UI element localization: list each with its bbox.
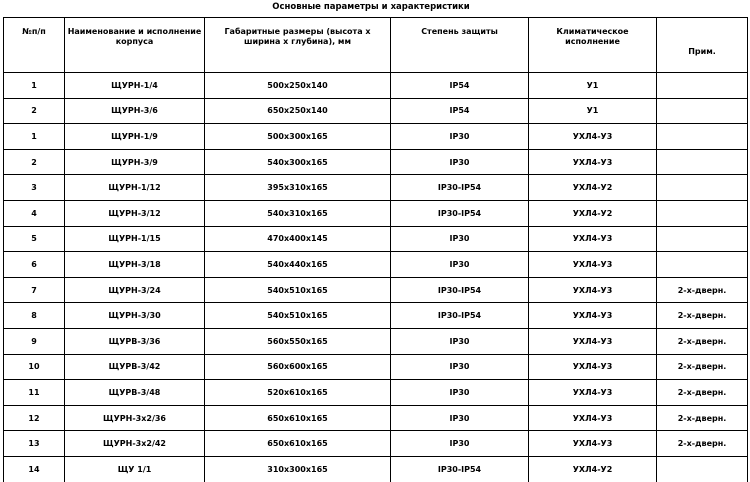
row-number-cell: 10 [4, 354, 65, 380]
protection-cell: IP30-IP54 [391, 277, 529, 303]
table-row [4, 226, 748, 252]
dimensions-cell: 540x510x165 [205, 303, 391, 329]
climate-cell: УХЛ4-У3 [529, 354, 657, 380]
row-number-cell: 12 [4, 405, 65, 431]
col-header-name: Наименование и исполнение корпуса [65, 18, 205, 73]
dimensions-cell: 540x510x165 [205, 277, 391, 303]
climate-cell: У1 [529, 73, 657, 99]
protection-cell: IP30 [391, 124, 529, 150]
name-cell: ЩУРН-3/12 [65, 200, 205, 226]
dimensions-cell: 395x310x165 [205, 175, 391, 201]
name-cell: ЩУРН-3x2/42 [65, 431, 205, 457]
row-number-cell: 5 [4, 226, 65, 252]
table-row [4, 328, 748, 354]
row-number-cell: 7 [4, 277, 65, 303]
name-cell: ЩУРВ-3/36 [65, 328, 205, 354]
protection-cell: IP30 [391, 252, 529, 278]
table-row [4, 200, 748, 226]
climate-cell: УХЛ4-У3 [529, 226, 657, 252]
climate-cell: У1 [529, 98, 657, 124]
table-row [4, 98, 748, 124]
climate-cell: УХЛ4-У3 [529, 149, 657, 175]
dimensions-cell: 560x600x165 [205, 354, 391, 380]
protection-cell: IP30 [391, 226, 529, 252]
table-row [4, 456, 748, 481]
col-header-protection: Степень защиты [391, 18, 529, 73]
climate-cell: УХЛ4-У2 [529, 456, 657, 481]
table-row [4, 380, 748, 406]
dimensions-cell: 540x310x165 [205, 200, 391, 226]
row-number-cell: 3 [4, 175, 65, 201]
table-title: Основные параметры и характеристики [272, 2, 470, 12]
name-cell: ЩУРН-1/9 [65, 124, 205, 150]
dimensions-cell: 650x610x165 [205, 431, 391, 457]
name-cell: ЩУРВ-3/48 [65, 380, 205, 406]
climate-cell: УХЛ4-У3 [529, 380, 657, 406]
row-number-cell: 2 [4, 98, 65, 124]
climate-cell: УХЛ4-У3 [529, 303, 657, 329]
climate-cell: УХЛ4-У3 [529, 328, 657, 354]
note-cell [657, 175, 748, 201]
dimensions-cell: 310x300x165 [205, 456, 391, 481]
col-header-note: Прим. [657, 18, 748, 73]
climate-cell: УХЛ4-У3 [529, 252, 657, 278]
dimensions-cell: 470x400x145 [205, 226, 391, 252]
climate-cell: УХЛ4-У3 [529, 405, 657, 431]
protection-cell: IP30 [391, 431, 529, 457]
note-cell [657, 73, 748, 99]
col-header-climate: Климатическое исполнение [529, 18, 657, 73]
climate-cell: УХЛ4-У3 [529, 277, 657, 303]
parameters-table [3, 17, 748, 482]
col-header-number: №п/п [4, 18, 65, 73]
protection-cell: IP30 [391, 149, 529, 175]
col-header-dimensions: Габаритные размеры (высота х ширина х глубина), мм [205, 18, 391, 73]
climate-cell: УХЛ4-У3 [529, 124, 657, 150]
note-cell: 2-х-дверн. [657, 354, 748, 380]
protection-cell: IP30 [391, 405, 529, 431]
protection-cell: IP30-IP54 [391, 303, 529, 329]
note-cell: 2-х-дверн. [657, 380, 748, 406]
protection-cell: IP30-IP54 [391, 200, 529, 226]
header-row [4, 18, 748, 73]
row-number-cell: 6 [4, 252, 65, 278]
dimensions-cell: 560x550x165 [205, 328, 391, 354]
protection-cell: IP30 [391, 354, 529, 380]
table-row [4, 405, 748, 431]
table-row [4, 124, 748, 150]
note-cell [657, 226, 748, 252]
note-cell [657, 149, 748, 175]
climate-cell: УХЛ4-У2 [529, 200, 657, 226]
dimensions-cell: 540x440x165 [205, 252, 391, 278]
note-cell [657, 98, 748, 124]
table-row [4, 252, 748, 278]
note-cell: 2-х-дверн. [657, 431, 748, 457]
note-cell: 2-х-дверн. [657, 328, 748, 354]
row-number-cell: 11 [4, 380, 65, 406]
name-cell: ЩУ 1/1 [65, 456, 205, 481]
name-cell: ЩУРН-3/6 [65, 98, 205, 124]
protection-cell: IP30 [391, 380, 529, 406]
name-cell: ЩУРН-1/4 [65, 73, 205, 99]
climate-cell: УХЛ4-У3 [529, 431, 657, 457]
row-number-cell: 4 [4, 200, 65, 226]
note-cell [657, 456, 748, 481]
row-number-cell: 1 [4, 124, 65, 150]
dimensions-cell: 540x300x165 [205, 149, 391, 175]
row-number-cell: 8 [4, 303, 65, 329]
note-cell: 2-х-дверн. [657, 405, 748, 431]
protection-cell: IP30-IP54 [391, 456, 529, 481]
name-cell: ЩУРН-1/15 [65, 226, 205, 252]
note-cell [657, 200, 748, 226]
table-row [4, 149, 748, 175]
name-cell: ЩУРВ-3/42 [65, 354, 205, 380]
note-cell: 2-х-дверн. [657, 303, 748, 329]
table-row [4, 354, 748, 380]
climate-cell: УХЛ4-У2 [529, 175, 657, 201]
table-row [4, 303, 748, 329]
name-cell: ЩУРН-3x2/36 [65, 405, 205, 431]
row-number-cell: 2 [4, 149, 65, 175]
name-cell: ЩУРН-1/12 [65, 175, 205, 201]
table-row [4, 73, 748, 99]
row-number-cell: 14 [4, 456, 65, 481]
table-row [4, 431, 748, 457]
note-cell [657, 124, 748, 150]
note-cell: 2-х-дверн. [657, 277, 748, 303]
protection-cell: IP54 [391, 98, 529, 124]
protection-cell: IP30 [391, 328, 529, 354]
table-row [4, 175, 748, 201]
row-number-cell: 13 [4, 431, 65, 457]
name-cell: ЩУРН-3/9 [65, 149, 205, 175]
protection-cell: IP30-IP54 [391, 175, 529, 201]
dimensions-cell: 500x250x140 [205, 73, 391, 99]
row-number-cell: 9 [4, 328, 65, 354]
name-cell: ЩУРН-3/24 [65, 277, 205, 303]
dimensions-cell: 500x300x165 [205, 124, 391, 150]
name-cell: ЩУРН-3/30 [65, 303, 205, 329]
protection-cell: IP54 [391, 73, 529, 99]
dimensions-cell: 520x610x165 [205, 380, 391, 406]
row-number-cell: 1 [4, 73, 65, 99]
table-row [4, 277, 748, 303]
dimensions-cell: 650x250x140 [205, 98, 391, 124]
dimensions-cell: 650x610x165 [205, 405, 391, 431]
note-cell [657, 252, 748, 278]
name-cell: ЩУРН-3/18 [65, 252, 205, 278]
